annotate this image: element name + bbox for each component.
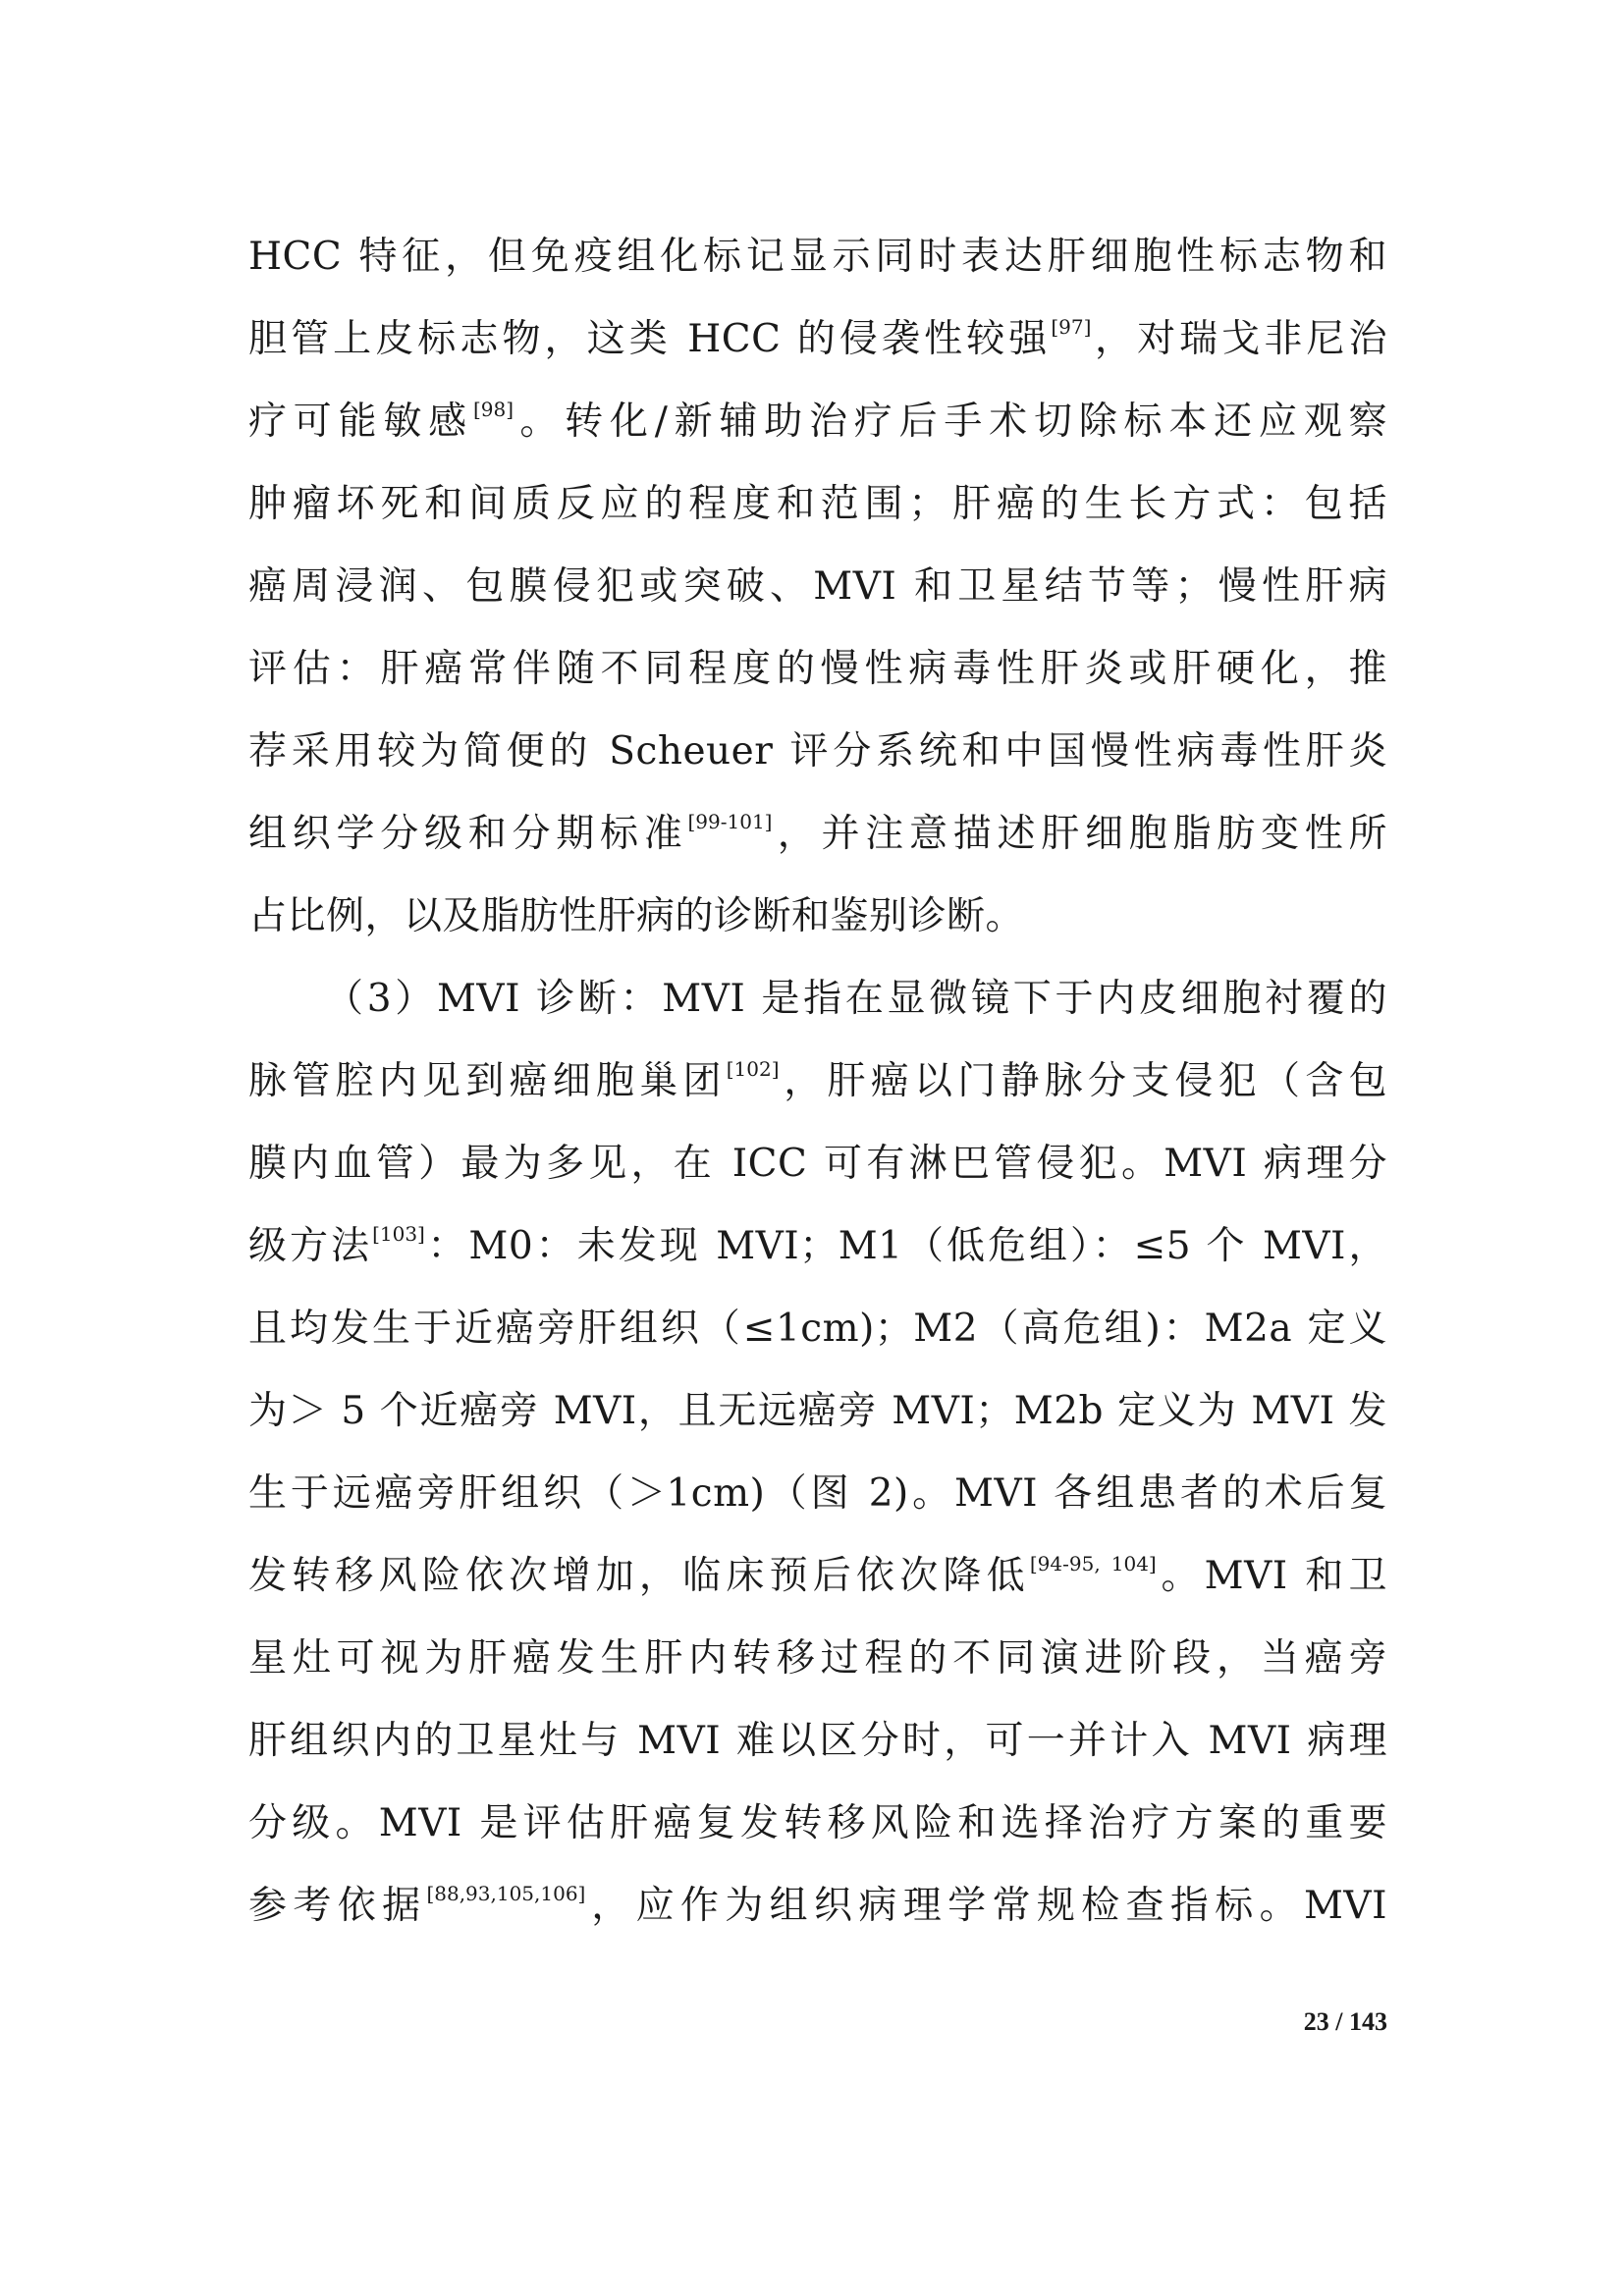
text-segment: 星灶可视为肝癌发生肝内转移过程的不同演进阶段，当癌旁 <box>248 1636 1387 1681</box>
text-segment: 。转化/新辅助治疗后手术切除标本还应观察 <box>514 400 1387 444</box>
citation-ref: [102] <box>726 1057 780 1081</box>
text-segment: ，肝癌以门静脉分支侵犯（含包 <box>779 1059 1387 1103</box>
text-line <box>248 1370 1387 1453</box>
text-line <box>248 546 1387 628</box>
text-line <box>248 1288 1387 1370</box>
citation-ref: [99-101] <box>687 810 773 833</box>
text-line <box>248 216 1387 298</box>
text-line <box>248 711 1387 793</box>
text-line <box>248 958 1387 1041</box>
page-number: 23 / 143 <box>1303 2007 1387 2036</box>
text-line <box>248 1783 1387 1865</box>
text-segment: 且均发生于近癌旁肝组织（≤1cm)；M2（高危组)：M2a 定义 <box>248 1307 1387 1351</box>
text-segment: 肿瘤坏死和间质反应的程度和范围；肝癌的生长方式：包括 <box>248 482 1387 526</box>
text-segment: 肝组织内的卫星灶与 MVI 难以区分时，可一并计入 MVI 病理 <box>248 1719 1387 1763</box>
text-line <box>248 876 1387 958</box>
text-line <box>248 463 1387 546</box>
text-segment: （3）MVI 诊断：MVI 是指在显微镜下于内皮细胞衬覆的 <box>325 977 1387 1021</box>
text-line <box>248 1453 1387 1535</box>
citation-ref: [103] <box>372 1222 425 1246</box>
citation-ref: [94-95, 104] <box>1029 1552 1157 1575</box>
text-segment: 疗可能敏感 <box>248 400 473 444</box>
text-line <box>248 628 1387 711</box>
text-segment: 分级。MVI 是评估肝癌复发转移风险和选择治疗方案的重要 <box>248 1801 1387 1845</box>
text-segment: ，应作为组织病理学常规检查指标。MVI <box>585 1884 1387 1928</box>
text-line <box>248 381 1387 463</box>
text-segment: 脉管腔内见到癌细胞巢团 <box>248 1059 727 1103</box>
text-segment: 胆管上皮标志物，这类 HCC 的侵袭性较强 <box>248 317 1052 361</box>
text-line <box>248 1123 1387 1205</box>
text-line <box>248 1700 1387 1783</box>
text-segment: 癌周浸润、包膜侵犯或突破、MVI 和卫星结节等；慢性肝病 <box>248 564 1387 609</box>
text-line <box>248 1041 1387 1123</box>
citation-ref: [98] <box>472 398 514 421</box>
text-line <box>248 298 1387 381</box>
text-line <box>248 1535 1387 1618</box>
text-line <box>248 1865 1387 1948</box>
text-segment: 级方法 <box>248 1224 373 1268</box>
text-segment: HCC 特征，但免疫组化标记显示同时表达肝细胞性标志物和 <box>248 235 1387 279</box>
text-segment: 参考依据 <box>248 1884 427 1928</box>
text-segment: 评估：肝癌常伴随不同程度的慢性病毒性肝炎或肝硬化，推 <box>248 647 1387 691</box>
text-segment: 膜内血管）最为多见，在 ICC 可有淋巴管侵犯。MVI 病理分 <box>248 1142 1387 1186</box>
text-segment: 组织学分级和分期标准 <box>248 812 688 856</box>
body-text <box>248 216 1387 1948</box>
citation-ref: [88,93,105,106] <box>426 1882 586 1905</box>
text-segment: 。MVI 和卫 <box>1156 1554 1387 1598</box>
text-segment: 占比例，以及脂肪性肝病的诊断和鉴别诊断。 <box>248 894 1025 938</box>
text-line <box>248 1618 1387 1700</box>
text-segment: ：M0：未发现 MVI；M1（低危组）：≤5 个 MVI， <box>424 1224 1387 1268</box>
text-line <box>248 793 1387 876</box>
text-segment: 生于远癌旁肝组织（＞1cm)（图 2)。MVI 各组患者的术后复 <box>248 1471 1387 1516</box>
text-segment: 荐采用较为简便的 Scheuer 评分系统和中国慢性病毒性肝炎 <box>248 729 1387 774</box>
text-segment: 发转移风险依次增加，临床预后依次降低 <box>248 1554 1030 1598</box>
citation-ref: [97] <box>1051 315 1092 339</box>
text-line <box>248 1205 1387 1288</box>
text-segment: ，并注意描述肝细胞脂肪变性所 <box>772 812 1387 856</box>
text-segment: ，对瑞戈非尼治 <box>1091 317 1387 361</box>
text-segment: 为＞ 5 个近癌旁 MVI，且无远癌旁 MVI；M2b 定义为 MVI 发 <box>248 1389 1387 1433</box>
